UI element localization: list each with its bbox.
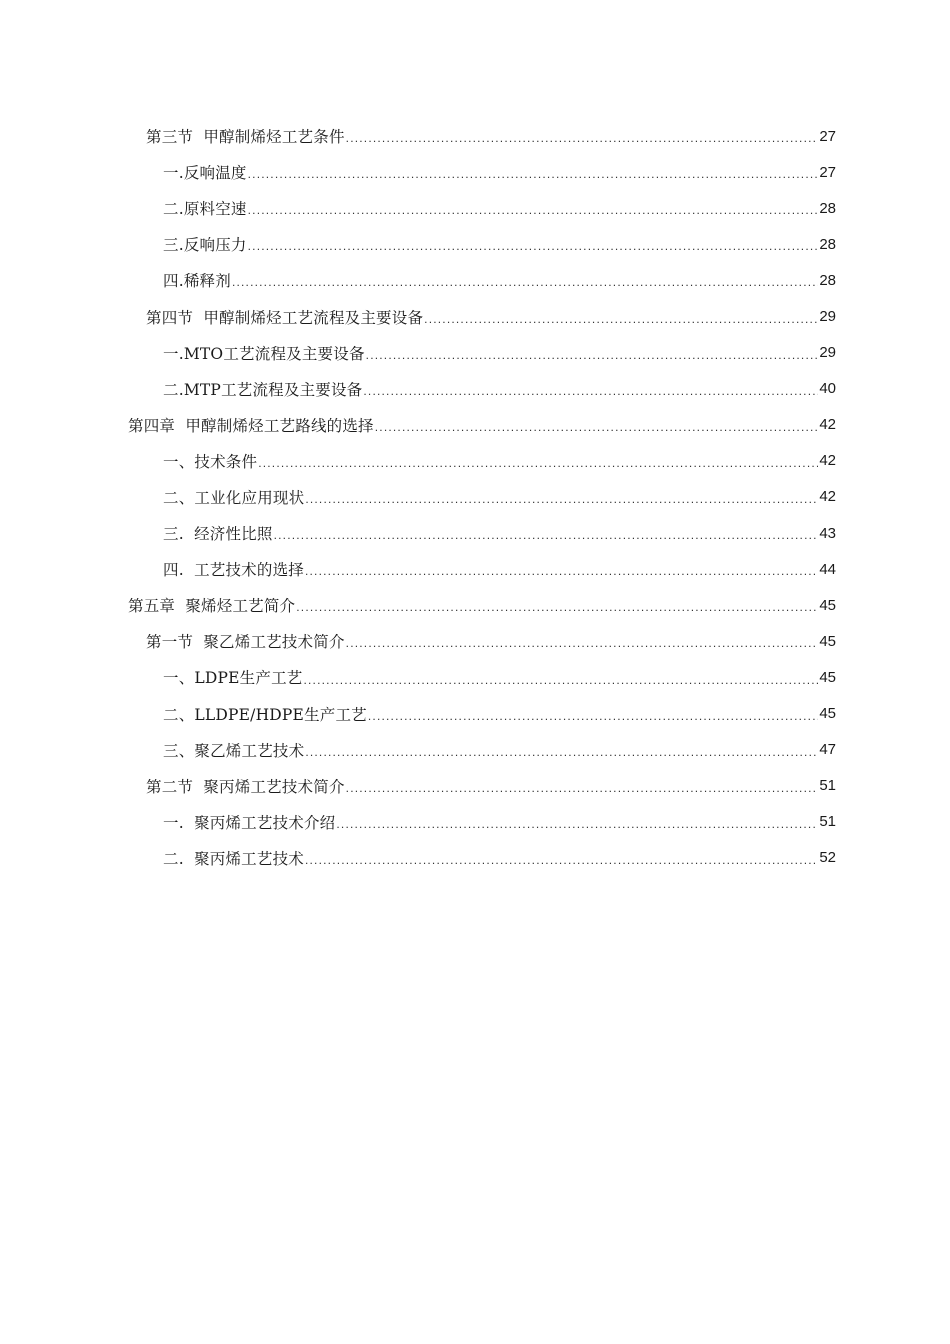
toc-dot-leader [368, 709, 818, 732]
toc-entry-title: 三、聚乙烯工艺技术 [163, 741, 305, 760]
toc-dot-leader [336, 817, 818, 840]
toc-dot-leader [305, 853, 818, 876]
toc-page-number: 51 [819, 813, 836, 831]
toc-dot-leader [248, 203, 819, 226]
toc-dot-leader [248, 167, 819, 190]
toc-dot-leader [232, 275, 818, 298]
toc-page-number: 45 [819, 705, 836, 723]
table-of-contents [0, 118, 950, 876]
toc-entry-title: 第四节 甲醇制烯烃工艺流程及主要设备 [146, 308, 424, 327]
toc-dot-leader [305, 564, 818, 587]
toc-entry-title: 一. 聚丙烯工艺技术介绍 [163, 813, 336, 832]
toc-entry[interactable] [0, 407, 950, 443]
toc-dot-leader [424, 312, 818, 335]
toc-entry-title: 二.MTP工艺流程及主要设备 [163, 380, 363, 399]
toc-page-number: 40 [819, 380, 836, 398]
toc-entry-title: 第五章 聚烯烃工艺简介 [128, 597, 296, 616]
toc-page-number: 45 [819, 668, 836, 686]
toc-page-number: 27 [819, 163, 836, 181]
toc-entry-title: 二、工业化应用现状 [163, 488, 305, 507]
toc-entry[interactable] [0, 479, 950, 515]
toc-entry-title: 二、LLDPE/HDPE生产工艺 [163, 705, 367, 724]
toc-entry[interactable] [0, 154, 950, 190]
toc-page-number: 27 [819, 127, 836, 145]
toc-entry[interactable] [0, 190, 950, 226]
toc-page-number: 28 [819, 235, 836, 253]
toc-dot-leader [305, 745, 818, 768]
toc-page-number: 42 [819, 452, 836, 470]
toc-entry-title: 一、技术条件 [163, 452, 258, 471]
toc-entry[interactable] [0, 443, 950, 479]
toc-dot-leader [375, 420, 819, 443]
toc-entry-title: 三. 经济性比照 [163, 525, 273, 544]
toc-entry[interactable] [0, 659, 950, 695]
toc-entry[interactable] [0, 804, 950, 840]
toc-entry-title: 第三节 甲醇制烯烃工艺条件 [146, 128, 345, 147]
toc-entry-title: 一、LDPE生产工艺 [163, 669, 303, 688]
toc-dot-leader [296, 600, 818, 623]
toc-entry[interactable] [0, 768, 950, 804]
toc-entry[interactable] [0, 732, 950, 768]
toc-dot-leader [305, 492, 818, 515]
toc-entry[interactable] [0, 515, 950, 551]
toc-dot-leader [363, 384, 818, 407]
toc-page-number: 29 [819, 308, 836, 326]
toc-entry-title: 四.稀释剂 [163, 272, 231, 291]
toc-dot-leader [346, 636, 819, 659]
toc-dot-leader [346, 131, 819, 154]
toc-entry-title: 二.原料空速 [163, 200, 247, 219]
toc-dot-leader [258, 456, 818, 479]
toc-page-number: 43 [819, 524, 836, 542]
toc-page-number: 29 [819, 344, 836, 362]
toc-dot-leader [366, 348, 819, 371]
toc-page-number: 42 [819, 488, 836, 506]
toc-page-number: 42 [819, 416, 836, 434]
toc-entry-title: 四. 工艺技术的选择 [163, 561, 304, 580]
toc-page-number: 28 [819, 199, 836, 217]
toc-page-number: 47 [819, 741, 836, 759]
toc-page-number: 45 [819, 632, 836, 650]
toc-entry-title: 第二节 聚丙烯工艺技术简介 [146, 777, 345, 796]
toc-entry-title: 一.MTO工艺流程及主要设备 [163, 344, 365, 363]
toc-entry-title: 一.反响温度 [163, 164, 247, 183]
toc-dot-leader [248, 239, 819, 262]
toc-page-number: 28 [819, 271, 836, 289]
toc-dot-leader [274, 528, 819, 551]
toc-entry-title: 第一节 聚乙烯工艺技术简介 [146, 633, 345, 652]
toc-entry[interactable] [0, 840, 950, 876]
toc-entry-title: 第四章 甲醇制烯烃工艺路线的选择 [128, 416, 374, 435]
toc-entry[interactable] [0, 587, 950, 623]
toc-entry[interactable] [0, 335, 950, 371]
toc-page-number: 51 [819, 777, 836, 795]
toc-entry[interactable] [0, 551, 950, 587]
toc-entry[interactable] [0, 262, 950, 298]
toc-entry-title: 二. 聚丙烯工艺技术 [163, 849, 304, 868]
toc-entry[interactable] [0, 226, 950, 262]
toc-page-number: 52 [819, 849, 836, 867]
toc-page-number: 44 [819, 560, 836, 578]
toc-entry-title: 三.反响压力 [163, 236, 247, 255]
toc-entry[interactable] [0, 298, 950, 334]
toc-dot-leader [346, 781, 819, 804]
toc-entry[interactable] [0, 623, 950, 659]
toc-page-number: 45 [819, 596, 836, 614]
toc-entry[interactable] [0, 118, 950, 154]
toc-entry[interactable] [0, 371, 950, 407]
toc-dot-leader [303, 673, 818, 696]
toc-entry[interactable] [0, 696, 950, 732]
